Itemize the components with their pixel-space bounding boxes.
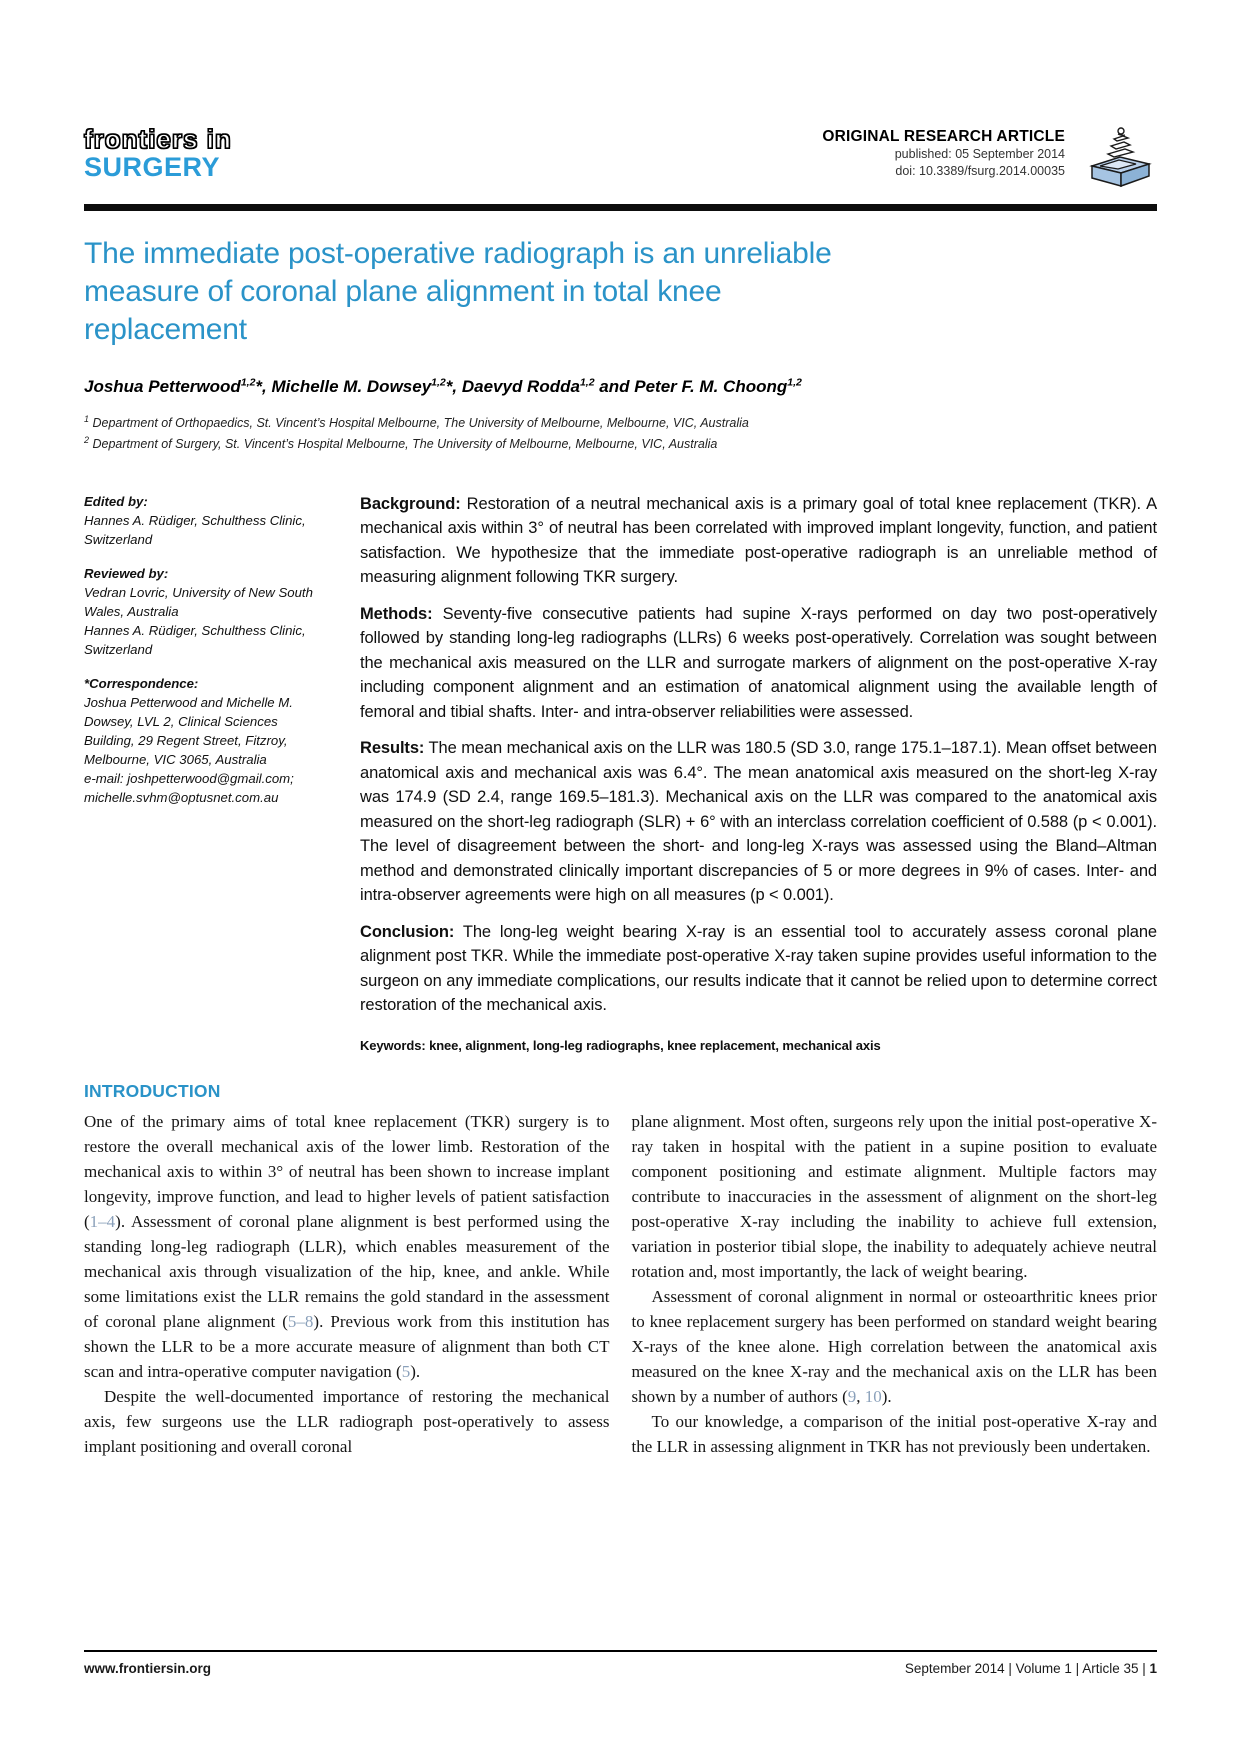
- correspondence-address: Joshua Petterwood and Michelle M. Dowsey, LVL 2, Clinical Sciences Building, 29 Regent Street, Fitzroy, Melbourne, VIC 3065, Australia: [84, 694, 293, 767]
- affiliation-text: Department of Surgery, St. Vincent’s Hospital Melbourne, The University of Melbourne, Melbourne, VIC, Australia: [92, 437, 718, 452]
- left-column: [84, 1109, 610, 1459]
- edited-by-label: Edited by:: [84, 493, 148, 509]
- abstract-methods: [360, 602, 1157, 725]
- body-text: ).: [881, 1386, 892, 1406]
- edited-by-section: [84, 492, 327, 549]
- footer-page-number: 1: [1149, 1661, 1157, 1676]
- correspondence-asterisk: *: [445, 376, 453, 396]
- body-paragraph: [84, 1109, 610, 1384]
- citation-ref: 5–8: [287, 1311, 314, 1331]
- abstract-background: [360, 492, 1157, 590]
- author-separator: ,: [262, 376, 272, 396]
- body-paragraph: [84, 1384, 610, 1459]
- abstract-conclusion: [360, 920, 1157, 1018]
- abstract-section-label: Background:: [360, 494, 461, 513]
- reviewed-by-section: [84, 564, 327, 659]
- doi: doi: 10.3389/fsurg.2014.00035: [895, 164, 1065, 178]
- article-meta: [822, 126, 1065, 180]
- body-text: ). Assessment of coronal plane alignment is best performed using the standing long-leg radiograph (LLR), which enables measurement of the mechanical axis through visualization of the hip, knee, and ankle. While some limitations exist the LLR remains the gold standard in the assessment of coronal plane alignment (: [84, 1211, 610, 1331]
- abstract: [360, 492, 1157, 1054]
- abstract-section-label: Results:: [360, 739, 425, 758]
- author: [462, 377, 634, 396]
- body-text: ). Previous work from this institution has shown the LLR to be a more accurate measure of alignment than both CT scan and intra-operative computer navigation (: [84, 1311, 610, 1381]
- frontiers-logo: [84, 126, 232, 181]
- keywords-line: Keywords: knee, alignment, long-leg radiographs, knee replacement, mechanical axis: [360, 1037, 881, 1053]
- abstract-section-text: Restoration of a neutral mechanical axis is a primary goal of total knee replacement (TKR). A mechanical axis within 3° of neutral has been correlated with improved implant longevity, function, and patient satisfaction. We hypothesize that the immediate post-operative radiograph is an unreliable method of measuring alignment following TKR surgery.: [360, 494, 1158, 587]
- author: [84, 377, 272, 396]
- correspondence-section: [84, 674, 327, 807]
- abstract-section-text: Seventy-five consecutive patients had supine X-rays performed on day two post-operatively followed by standing long-leg radiographs (LLRs) 6 weeks post-operatively. Correlation was sought between the mechanical axis measured on the LLR and surrogate markers of alignment on the post-operative X-ray including component alignment and an estimation of anatomical alignment using the available length of femoral and tibial shafts. Inter- and intra-observer reliabilities were assessed.: [360, 604, 1157, 721]
- published-date: published: 05 September 2014: [894, 147, 1065, 161]
- author-affiliation-sup: 1,2: [579, 376, 595, 388]
- abstract-section-text: The mean mechanical axis on the LLR was 180.5 (SD 3.0, range 175.1–187.1). Mean offset between anatomical axis and mechanical axis was 6.4°. The mean anatomical axis measured on the short-leg X-ray was 174.9 (SD 2.4, range 169.5–181.3). Mechanical axis on the LLR was compared to the anatomical axis measured on the short-leg radiograph (SLR) + 6° with an interclass correlation coefficient of 0.588 (p < 0.001). The level of disagreement between the short- and long-leg X-rays was assessed using the Bland–Altman method and demonstrated clinically important discrepancies of 5 or more degrees in 9% of cases. Inter- and intra-observer agreements were high on all measures (p < 0.001).: [360, 739, 1157, 905]
- two-column-body: [84, 1109, 1157, 1459]
- masthead: [84, 126, 1157, 195]
- body-text: To our knowledge, a comparison of the initial post-operative X-ray and the LLR in assessing alignment in TKR has not previously been undertaken.: [631, 1411, 1157, 1456]
- body-paragraph: [632, 1284, 1158, 1409]
- abstract-block: [84, 492, 1157, 1054]
- reviewer: Vedran Lovric, University of New South Wales, Australia: [84, 584, 313, 619]
- title-line-3: replacement: [84, 313, 247, 346]
- author-affiliation-sup: 1,2: [240, 376, 256, 388]
- frontiers-books-figure-icon: [1083, 126, 1157, 195]
- correspondence-asterisk: *: [255, 376, 263, 396]
- citation-ref: 9: [847, 1386, 857, 1406]
- abstract-section-label: Conclusion:: [360, 922, 455, 941]
- logo-frontiers-in: frontiers in: [84, 124, 232, 154]
- reviewed-by-label: Reviewed by:: [84, 565, 169, 581]
- footer-issue-text: September 2014 | Volume 1 | Article 35: [904, 1661, 1139, 1676]
- author-name: Joshua Petterwood: [84, 376, 241, 396]
- article-type-label: ORIGINAL RESEARCH ARTICLE: [822, 128, 1065, 145]
- footer-issue-info: [905, 1661, 1157, 1676]
- footer-site-url: www.frontiersin.org: [84, 1661, 212, 1676]
- editorial-sidebar: [84, 492, 327, 1054]
- author-name: Michelle M. Dowsey: [271, 376, 432, 396]
- body-text: One of the primary aims of total knee replacement (TKR) surgery is to restore the overall mechanical axis of the lower limb. Restoration of the mechanical axis to within 3° of neutral has been shown to increase implant longevity, improve function, and lead to higher levels of patient satisfaction (: [84, 1111, 610, 1231]
- abstract-section-label: Methods:: [360, 604, 433, 623]
- body-text: plane alignment. Most often, surgeons rely upon the initial post-operative X-ray taken in hospital with the patient in a supine position to evaluate component positioning and estimate alignment. Multiple factors may contribute to inaccuracies in the assessment of alignment on the short-leg post-operative X-ray including the inability to achieve full extension, variation in posterior tibial slope, the inability to adequately achieve neutral rotation and, most importantly, the lack of weight bearing.: [631, 1111, 1157, 1281]
- title-line-1: The immediate post-operative radiograph is an unreliable: [84, 237, 832, 270]
- author: [272, 377, 462, 396]
- body-text: ).: [410, 1361, 421, 1381]
- body-text: Assessment of coronal alignment in normal or osteoarthritic knees prior to knee replacement surgery has been performed on standard weight bearing X-rays of the knee alone. High correlation between the anatomical axis measured on the knee X-ray and the mechanical axis on the LLR has been shown by a number of authors (: [631, 1286, 1157, 1406]
- author-separator: ,: [452, 376, 462, 396]
- author-affiliation-sup: 1,2: [787, 376, 802, 388]
- body-text: Despite the well-documented importance of restoring the mechanical axis, few surgeons use the LLR radiograph post-operatively to assess implant positioning and overall coronal: [84, 1386, 610, 1456]
- body-paragraph: [632, 1109, 1158, 1284]
- reviewer: Hannes A. Rüdiger, Schulthess Clinic, Switzerland: [84, 622, 306, 657]
- author-name: Peter F. M. Choong: [634, 376, 788, 396]
- footer-divider: [84, 1650, 1157, 1652]
- affiliation-sup: 1: [84, 413, 90, 424]
- citation-ref: 10: [864, 1386, 882, 1406]
- affiliation-text: Department of Orthopaedics, St. Vincent’s Hospital Melbourne, The University of Melbourne, Melbourne, VIC, Australia: [92, 415, 749, 430]
- page-footer: [84, 1650, 1157, 1676]
- body-text: ,: [856, 1386, 865, 1406]
- introduction-section: [84, 1081, 1157, 1459]
- affiliation-sup: 2: [84, 435, 90, 446]
- author-separator: and: [594, 376, 635, 396]
- footer-separator: |: [1138, 1661, 1150, 1676]
- body-paragraph: [632, 1409, 1158, 1459]
- logo-surgery: SURGERY: [84, 152, 221, 182]
- author-affiliation-sup: 1,2: [431, 376, 446, 388]
- author: [634, 377, 802, 396]
- citation-ref: 1–4: [89, 1211, 116, 1231]
- abstract-results: [360, 736, 1157, 908]
- abstract-section-text: The long-leg weight bearing X-ray is an essential tool to accurately assess coronal plane alignment post TKR. While the immediate post-operative X-ray taken supine provides useful information to the surgeon on any immediate complications, our results indicate that it cannot be relied upon to determine correct restoration of the mechanical axis.: [360, 922, 1158, 1015]
- author-list: [84, 376, 1157, 397]
- header-divider-bar: [84, 204, 1157, 211]
- edited-by-value: Hannes A. Rüdiger, Schulthess Clinic, Switzerland: [84, 512, 306, 547]
- affiliation-1: [84, 411, 1157, 433]
- citation-ref: 5: [401, 1361, 411, 1381]
- affiliations: [84, 411, 1157, 454]
- correspondence-label: *Correspondence:: [84, 675, 199, 691]
- right-column: [632, 1109, 1158, 1459]
- author-name: Daevyd Rodda: [461, 376, 580, 396]
- page-title: [84, 235, 1157, 349]
- correspondence-email: e-mail: joshpetterwood@gmail.com; michelle.svhm@optusnet.com.au: [84, 770, 294, 805]
- affiliation-2: [84, 432, 1157, 454]
- title-line-2: measure of coronal plane alignment in total knee: [84, 275, 722, 308]
- introduction-heading: INTRODUCTION: [84, 1080, 221, 1101]
